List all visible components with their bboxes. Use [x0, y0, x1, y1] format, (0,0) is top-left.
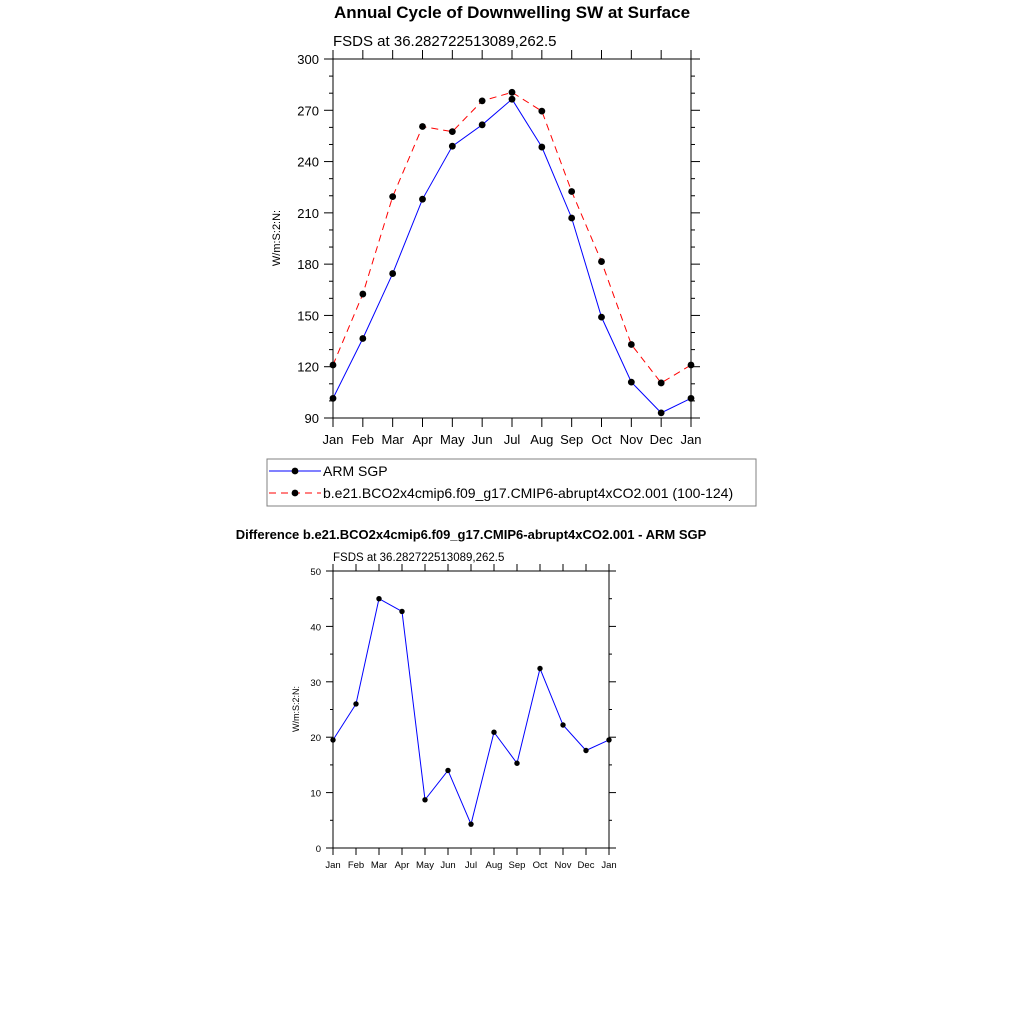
series-line-1 [333, 92, 691, 383]
x-tick-label: Oct [532, 860, 548, 871]
data-point [538, 108, 545, 115]
x-tick-label: Jan [680, 432, 702, 447]
chart1-title: Annual Cycle of Downwelling SW at Surface [333, 3, 691, 22]
chart2-title: Difference b.e21.BCO2x4cmip6.f09_g17.CMIP6-abrupt4xCO2.001 - ARM SGP [235, 527, 707, 542]
x-tick-label: Apr [412, 432, 433, 447]
data-point [514, 761, 519, 766]
y-tick-label: 20 [310, 733, 321, 745]
data-point [598, 314, 605, 321]
data-point [688, 362, 695, 369]
data-point [419, 123, 426, 130]
data-point [330, 362, 337, 369]
data-point [359, 291, 366, 298]
x-tick-label: Aug [485, 860, 503, 871]
x-tick-label: Jul [503, 432, 521, 447]
y-tick-label: 0 [315, 844, 321, 855]
chart1-plot-frame [333, 59, 691, 418]
data-point [537, 666, 542, 671]
series-line-0 [333, 599, 609, 824]
chart2-subtitle: FSDS at 36.282722513089,262.5 [333, 552, 505, 564]
y-tick-label: 50 [310, 567, 321, 578]
series-line-0 [333, 99, 691, 413]
data-point [583, 748, 588, 753]
x-tick-label: Jan [322, 432, 344, 447]
data-point [389, 193, 396, 200]
x-tick-label: Jun [440, 860, 456, 871]
data-point [389, 270, 396, 277]
x-tick-label: Mar [370, 860, 388, 871]
x-tick-label: Nov [619, 432, 643, 447]
data-point [419, 196, 426, 203]
y-tick-label: 90 [304, 411, 319, 426]
y-tick-label: 10 [310, 788, 321, 800]
data-point [479, 121, 486, 128]
data-point [491, 730, 496, 735]
data-point [330, 737, 335, 742]
data-point [509, 89, 516, 96]
x-tick-label: Feb [351, 432, 375, 447]
data-point [568, 188, 575, 195]
data-point [628, 341, 635, 348]
y-tick-label: 240 [297, 154, 319, 170]
data-point [449, 128, 456, 135]
y-tick-label: 120 [297, 359, 319, 375]
data-point [560, 722, 565, 727]
y-tick-label: 30 [310, 677, 321, 689]
chart2-ylabel: W/m:S:2:N: [291, 685, 301, 733]
chart1-legend [267, 459, 756, 506]
x-tick-label: Jan [325, 860, 341, 871]
data-point [688, 395, 695, 402]
data-point [509, 96, 516, 103]
data-point [598, 258, 605, 265]
data-point [330, 395, 337, 402]
data-point [399, 609, 404, 614]
x-tick-label: Jul [464, 860, 478, 871]
data-point [658, 380, 665, 387]
y-tick-label: 270 [297, 103, 319, 119]
y-tick-label: 150 [297, 308, 319, 324]
x-tick-label: Feb [347, 860, 365, 871]
legend-label-model: b.e21.BCO2x4cmip6.f09_g17.CMIP6-abrupt4xCO2.001 (100-124) [323, 485, 734, 501]
x-tick-label: May [440, 432, 465, 447]
x-tick-label: Oct [591, 432, 612, 447]
y-tick-label: 210 [297, 205, 319, 221]
y-tick-label: 40 [310, 622, 321, 634]
legend-marker-model [292, 490, 299, 497]
data-point [479, 97, 486, 104]
x-tick-label: Sep [508, 860, 526, 871]
chart1-subtitle: FSDS at 36.282722513089,262.5 [333, 33, 557, 50]
chart2-plot-frame [333, 571, 609, 848]
x-tick-label: Nov [554, 860, 572, 871]
x-tick-label: Apr [394, 860, 410, 871]
data-point [359, 335, 366, 342]
chart1-ylabel: W/m:S:2:N: [271, 209, 283, 267]
data-point [422, 797, 427, 802]
x-tick-label: May [416, 860, 434, 871]
data-point [538, 144, 545, 151]
data-point [468, 821, 473, 826]
x-tick-label: Aug [530, 432, 554, 447]
data-point [353, 701, 358, 706]
data-point [628, 379, 635, 386]
data-point [568, 215, 575, 222]
annual-cycle-chart [267, 3, 756, 506]
data-point [445, 768, 450, 773]
x-tick-label: Dec [577, 860, 595, 871]
legend-label-arm-sgp: ARM SGP [323, 463, 388, 479]
difference-chart [236, 527, 707, 871]
x-tick-label: Mar [381, 432, 404, 447]
y-tick-label: 300 [297, 52, 319, 67]
x-tick-label: Jun [471, 432, 493, 447]
data-point [449, 143, 456, 150]
y-tick-label: 180 [297, 257, 319, 273]
x-tick-label: Jan [601, 860, 617, 871]
data-point [606, 737, 611, 742]
x-tick-label: Dec [649, 432, 673, 447]
x-tick-label: Sep [560, 432, 584, 447]
legend-marker-arm-sgp [292, 468, 299, 475]
data-point [376, 596, 381, 601]
data-point [658, 409, 665, 416]
